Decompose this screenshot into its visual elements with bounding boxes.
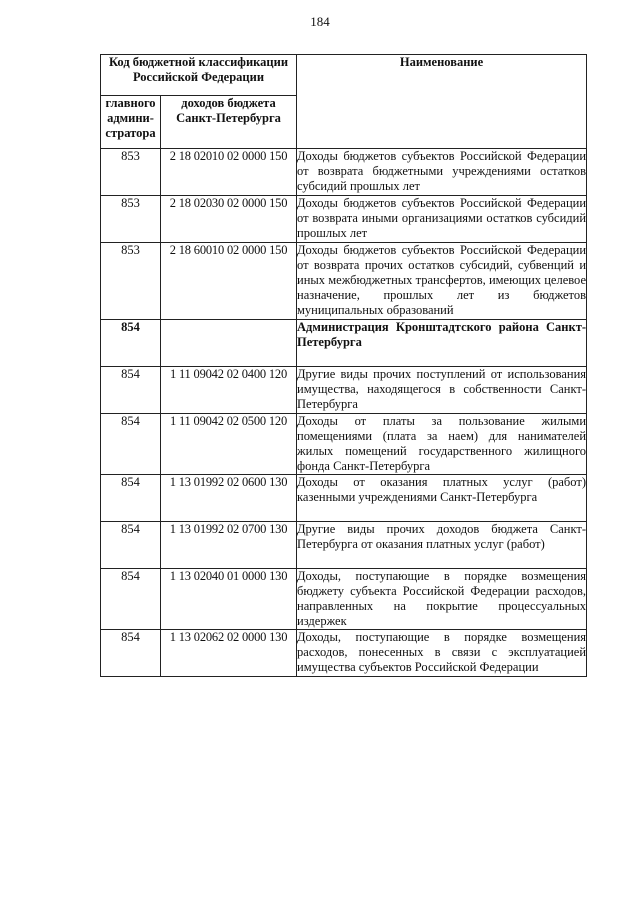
table-row	[101, 475, 587, 522]
revenue-code-cell: 1 13 01992 02 0700 130	[161, 522, 297, 569]
revenue-name-cell: Доходы от платы за пользование жилыми помещениями (плата за наем) для нанимателей жилых помещений государственного жилищного фонда Санкт-Петербурга	[297, 414, 587, 473]
revenue-code-cell: 2 18 02010 02 0000 150	[161, 149, 297, 196]
revenue-name-cell: Доходы бюджетов субъектов Российской Федерации от возврата прочих остатков субсидий, субвенций и иных межбюджетных трансфертов, имеющих целевое назначение, прошлых лет из бюджетов муниципальных образований	[297, 243, 587, 320]
table-row	[101, 630, 587, 677]
revenue-name-cell: Доходы бюджетов субъектов Российской Федерации от возврата иными организациями остатков субсидий прошлых лет	[297, 196, 587, 243]
revenue-code-cell: 1 11 09042 02 0400 120	[161, 367, 297, 414]
table-row	[101, 522, 587, 569]
admin-code-cell: 853	[101, 243, 161, 320]
table-body	[101, 149, 587, 677]
revenue-code-cell: 2 18 02030 02 0000 150	[161, 196, 297, 243]
revenue-name-cell: Доходы бюджетов субъектов Российской Федерации от возврата бюджетными учреждениями остатков субсидий прошлых лет	[297, 149, 587, 196]
admin-code-cell: 854	[101, 320, 161, 367]
admin-code-cell: 853	[101, 196, 161, 243]
revenue-name-cell: Доходы, поступающие в порядке возмещения расходов, понесенных в связи с эксплуатацией имущества субъектов Российской Федерации	[297, 630, 587, 677]
admin-code-cell: 854	[101, 475, 161, 522]
table-row	[101, 367, 587, 414]
revenue-name-cell: Другие виды прочих поступлений от использования имущества, находящегося в собственности Санкт-Петербурга	[297, 367, 587, 414]
header-row-top	[101, 55, 587, 96]
revenue-name-cell: Доходы, поступающие в порядке возмещения бюджету субъекта Российской Федерации расходов, направленных на покрытие процессуальных издержек	[297, 569, 587, 628]
table-row	[101, 149, 587, 196]
table-row	[101, 243, 587, 320]
page-number: 184	[310, 14, 330, 29]
revenue-code-cell: 1 13 02040 01 0000 130	[161, 569, 297, 630]
admin-code-cell: 854	[101, 569, 161, 630]
admin-code-cell: 854	[101, 522, 161, 569]
table-row	[101, 569, 587, 630]
table-group-row	[101, 320, 587, 367]
revenue-name-cell: Доходы от оказания платных услуг (работ) казенными учреждениями Санкт-Петербурга	[297, 475, 587, 522]
header-budget-revenue: доходов бюджета Санкт-Петербурга	[161, 96, 297, 149]
admin-code-cell: 854	[101, 367, 161, 414]
header-name: Наименование	[297, 55, 587, 149]
admin-code-cell: 853	[101, 149, 161, 196]
revenue-code-cell: 1 11 09042 02 0500 120	[161, 414, 297, 475]
revenue-name-cell: Другие виды прочих доходов бюджета Санкт-Петербурга от оказания платных услуг (работ)	[297, 522, 587, 569]
admin-code-cell: 854	[101, 630, 161, 677]
table-header	[101, 55, 587, 149]
revenue-code-cell	[161, 320, 297, 367]
admin-code-cell: 854	[101, 414, 161, 475]
revenue-code-cell: 2 18 60010 02 0000 150	[161, 243, 297, 320]
administrator-name-cell: Администрация Кронштадтского района Санкт-Петербурга	[297, 320, 587, 367]
budget-classification-table	[100, 54, 587, 677]
revenue-code-cell: 1 13 02062 02 0000 130	[161, 630, 297, 677]
table-row	[101, 414, 587, 475]
header-classification-code: Код бюджетной классификации Российской Федерации	[101, 55, 297, 96]
revenue-code-cell: 1 13 01992 02 0600 130	[161, 475, 297, 522]
header-chief-administrator: главного админи-стратора	[101, 96, 161, 149]
table-row	[101, 196, 587, 243]
